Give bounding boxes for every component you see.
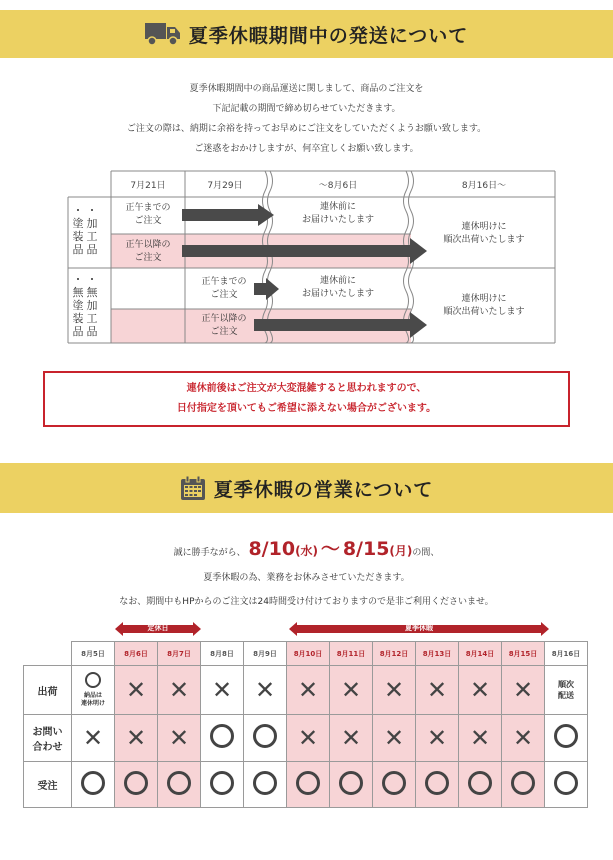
- delivery-before-holiday: お届けいたします: [301, 215, 375, 225]
- svg-text:装: 装: [72, 230, 84, 243]
- tilde: ～: [320, 538, 340, 560]
- available-mark: [210, 771, 234, 795]
- available-mark: [85, 672, 101, 688]
- order-before-noon: ご注文: [210, 290, 238, 300]
- unavailable-mark: ✕: [340, 676, 362, 704]
- delivery-truck-icon: [145, 21, 181, 47]
- section-title: 夏季休暇の営業について: [213, 478, 434, 501]
- status-cell: [158, 666, 201, 715]
- congestion-notice: [43, 371, 570, 427]
- column-header-jul29: 7月29日: [207, 181, 243, 191]
- svg-text:加: 加: [86, 217, 98, 230]
- section-title: 夏季休暇期間中の発送について: [188, 24, 469, 47]
- summer-holiday-label: 夏季休暇: [405, 624, 433, 632]
- svg-text:・: ・: [86, 273, 98, 286]
- available-mark: [468, 771, 492, 795]
- status-cell: [330, 762, 373, 808]
- date-cell: 8月13日: [416, 642, 459, 666]
- svg-text:装: 装: [72, 312, 84, 325]
- unavailable-mark: ✕: [125, 724, 147, 752]
- status-cell: [72, 715, 115, 762]
- arrow: [182, 204, 274, 226]
- unavailable-mark: ✕: [297, 724, 319, 752]
- svg-text:無: 無: [72, 286, 84, 299]
- status-cell: [115, 715, 158, 762]
- group-label-processed: [73, 204, 98, 256]
- business-line: 夏季休暇の為、業務をお休みさせていただきます。: [203, 573, 410, 583]
- date-header-row: [24, 642, 588, 666]
- date-cell: 8月7日: [158, 642, 201, 666]
- status-cell: [416, 762, 459, 808]
- unavailable-mark: ✕: [512, 676, 534, 704]
- delivery-before-holiday: 連休前に: [319, 276, 357, 286]
- unavailable-mark: ✕: [168, 724, 190, 752]
- shipping-intro: [0, 79, 613, 159]
- date-from: 8/10: [248, 538, 296, 560]
- available-mark: [425, 771, 449, 795]
- business-banner: [0, 463, 613, 513]
- svg-text:・: ・: [86, 204, 98, 217]
- order-after-noon: 正午以降の: [125, 240, 171, 250]
- status-cell: [244, 666, 287, 715]
- available-mark: [124, 771, 148, 795]
- svg-text:品: 品: [72, 325, 84, 338]
- notice-line: 日付指定を頂いてもご希望に添えない場合がございます。: [176, 403, 437, 414]
- status-cell: [545, 762, 588, 808]
- status-cell: [158, 715, 201, 762]
- order-after-noon: ご注文: [210, 327, 238, 337]
- order-before-noon: 正午までの: [201, 277, 247, 287]
- unavailable-mark: ✕: [297, 676, 319, 704]
- unavailable-mark: ✕: [340, 724, 362, 752]
- ship-after-holiday: 連休明けに: [461, 294, 507, 304]
- calendar-icon: [180, 475, 206, 501]
- delivery-before-holiday: 連休前に: [319, 202, 357, 212]
- unavailable-mark: ✕: [426, 724, 448, 752]
- status-cell: [459, 666, 502, 715]
- date-cell: 8月14日: [459, 642, 502, 666]
- date-cell: 8月11日: [330, 642, 373, 666]
- status-cell: [373, 715, 416, 762]
- svg-text:・: ・: [72, 273, 84, 286]
- date-cell: 8月9日: [244, 642, 287, 666]
- available-mark: [296, 771, 320, 795]
- available-mark: [81, 771, 105, 795]
- svg-text:・: ・: [72, 204, 84, 217]
- date-cell: 8月5日: [72, 642, 115, 666]
- paragraph-line: 夏季休暇期間中の商品運送に関しまして、商品のご注文を: [189, 84, 424, 94]
- column-header-aug16: 8月16日～: [461, 181, 507, 191]
- status-cell: [72, 666, 115, 715]
- available-mark: [554, 771, 578, 795]
- table-row-shipping: [24, 666, 588, 715]
- status-cell: [201, 762, 244, 808]
- order-after-noon: 正午以降の: [201, 314, 247, 324]
- available-mark: [554, 724, 578, 748]
- group-label-unprocessed: [73, 273, 99, 338]
- available-mark: [382, 771, 406, 795]
- order-before-noon: ご注文: [134, 216, 162, 226]
- unavailable-mark: ✕: [469, 724, 491, 752]
- business-schedule-table: [23, 641, 588, 808]
- date-cell: 8月15日: [502, 642, 545, 666]
- unavailable-mark: ✕: [512, 724, 534, 752]
- svg-text:加: 加: [86, 299, 98, 312]
- svg-text:無: 無: [86, 286, 98, 299]
- unavailable-mark: ✕: [469, 676, 491, 704]
- table-row-inquiry: [24, 715, 588, 762]
- svg-text:品: 品: [86, 325, 98, 338]
- ship-after-holiday: 連休明けに: [461, 222, 507, 232]
- svg-text:品: 品: [86, 243, 98, 256]
- order-after-noon: ご注文: [134, 253, 162, 263]
- date-cell: 8月12日: [373, 642, 416, 666]
- status-cell: [502, 715, 545, 762]
- available-mark: [339, 771, 363, 795]
- unavailable-mark: ✕: [82, 724, 104, 752]
- status-cell: [373, 666, 416, 715]
- sequential-delivery-label: 順次 配送: [558, 680, 574, 700]
- paragraph-line: 下記記載の期間で締め切らせていただきます。: [212, 104, 401, 114]
- status-cell: [287, 666, 330, 715]
- ship-after-holiday: 順次出荷いたします: [443, 235, 525, 245]
- status-cell: [287, 715, 330, 762]
- order-before-noon: 正午までの: [125, 203, 171, 213]
- status-cell: [416, 666, 459, 715]
- date-cell: 8月8日: [201, 642, 244, 666]
- status-cell: [72, 762, 115, 808]
- column-header-jul21: 7月21日: [130, 181, 166, 191]
- row-label-shipping: 出荷: [24, 666, 72, 715]
- status-cell: [244, 762, 287, 808]
- status-cell: [115, 762, 158, 808]
- row-label-inquiry: お問い 合わせ: [24, 715, 72, 762]
- intro-suffix: の間、: [412, 548, 440, 558]
- status-cell: [545, 715, 588, 762]
- svg-text:塗: 塗: [72, 217, 84, 230]
- status-cell: [158, 762, 201, 808]
- day-from: (水): [295, 544, 319, 558]
- status-cell: [502, 666, 545, 715]
- status-cell: [416, 715, 459, 762]
- unavailable-mark: ✕: [426, 676, 448, 704]
- unavailable-mark: ✕: [254, 676, 276, 704]
- ship-after-holiday: 順次出荷いたします: [443, 307, 525, 317]
- available-mark: [511, 771, 535, 795]
- available-mark: [210, 724, 234, 748]
- date-to: 8/15: [342, 538, 390, 560]
- available-mark: [253, 724, 277, 748]
- table-row-orders: [24, 762, 588, 808]
- status-cell: [459, 762, 502, 808]
- delivery-before-holiday: お届けいたします: [301, 289, 375, 299]
- date-cell: 8月10日: [287, 642, 330, 666]
- status-cell: [373, 762, 416, 808]
- svg-text:工: 工: [86, 230, 98, 243]
- status-cell: [459, 715, 502, 762]
- unavailable-mark: ✕: [383, 724, 405, 752]
- date-cell: 8月16日: [545, 642, 588, 666]
- date-cell: 8月6日: [115, 642, 158, 666]
- day-to: (月): [389, 544, 413, 558]
- status-cell: [287, 762, 330, 808]
- paragraph-line: ご迷惑をおかけしますが、何卒宜しくお願い致します。: [194, 144, 419, 154]
- available-mark: [167, 771, 191, 795]
- svg-text:塗: 塗: [72, 299, 84, 312]
- paragraph-line: ご注文の際は、納期に余裕を持ってお早めにご注文をしていただくようお願い致します。: [126, 124, 487, 134]
- intro-prefix: 誠に勝手ながら、: [173, 548, 246, 558]
- status-cell: [545, 666, 588, 715]
- status-cell: [330, 666, 373, 715]
- column-header-aug6: ～8月6日: [318, 181, 358, 191]
- status-cell: [502, 762, 545, 808]
- shipping-banner: [0, 10, 613, 58]
- unavailable-mark: ✕: [211, 676, 233, 704]
- svg-text:品: 品: [72, 243, 84, 256]
- available-mark: [253, 771, 277, 795]
- status-cell: [244, 715, 287, 762]
- business-line: なお、期間中もHPからのご注文は24時間受け付けておりますので是非ご利用くださいませ。: [119, 597, 494, 607]
- notice-line: 連休前後はご注文が大変混雑すると思われますので、: [186, 383, 427, 394]
- svg-text:工: 工: [86, 312, 98, 325]
- status-cell: [201, 715, 244, 762]
- regular-holiday-label: 定休日: [147, 624, 169, 632]
- arrow: [254, 278, 279, 300]
- status-cell: [115, 666, 158, 715]
- shipping-schedule-table: [0, 168, 613, 348]
- table-corner: [24, 642, 72, 666]
- unavailable-mark: ✕: [168, 676, 190, 704]
- status-cell: [330, 715, 373, 762]
- holiday-period-line: [0, 534, 613, 561]
- delivery-after-holiday-note: 納品は 連休明け: [80, 692, 105, 707]
- status-cell: [201, 666, 244, 715]
- row-label-orders: 受注: [24, 762, 72, 808]
- unavailable-mark: ✕: [125, 676, 147, 704]
- unavailable-mark: ✕: [383, 676, 405, 704]
